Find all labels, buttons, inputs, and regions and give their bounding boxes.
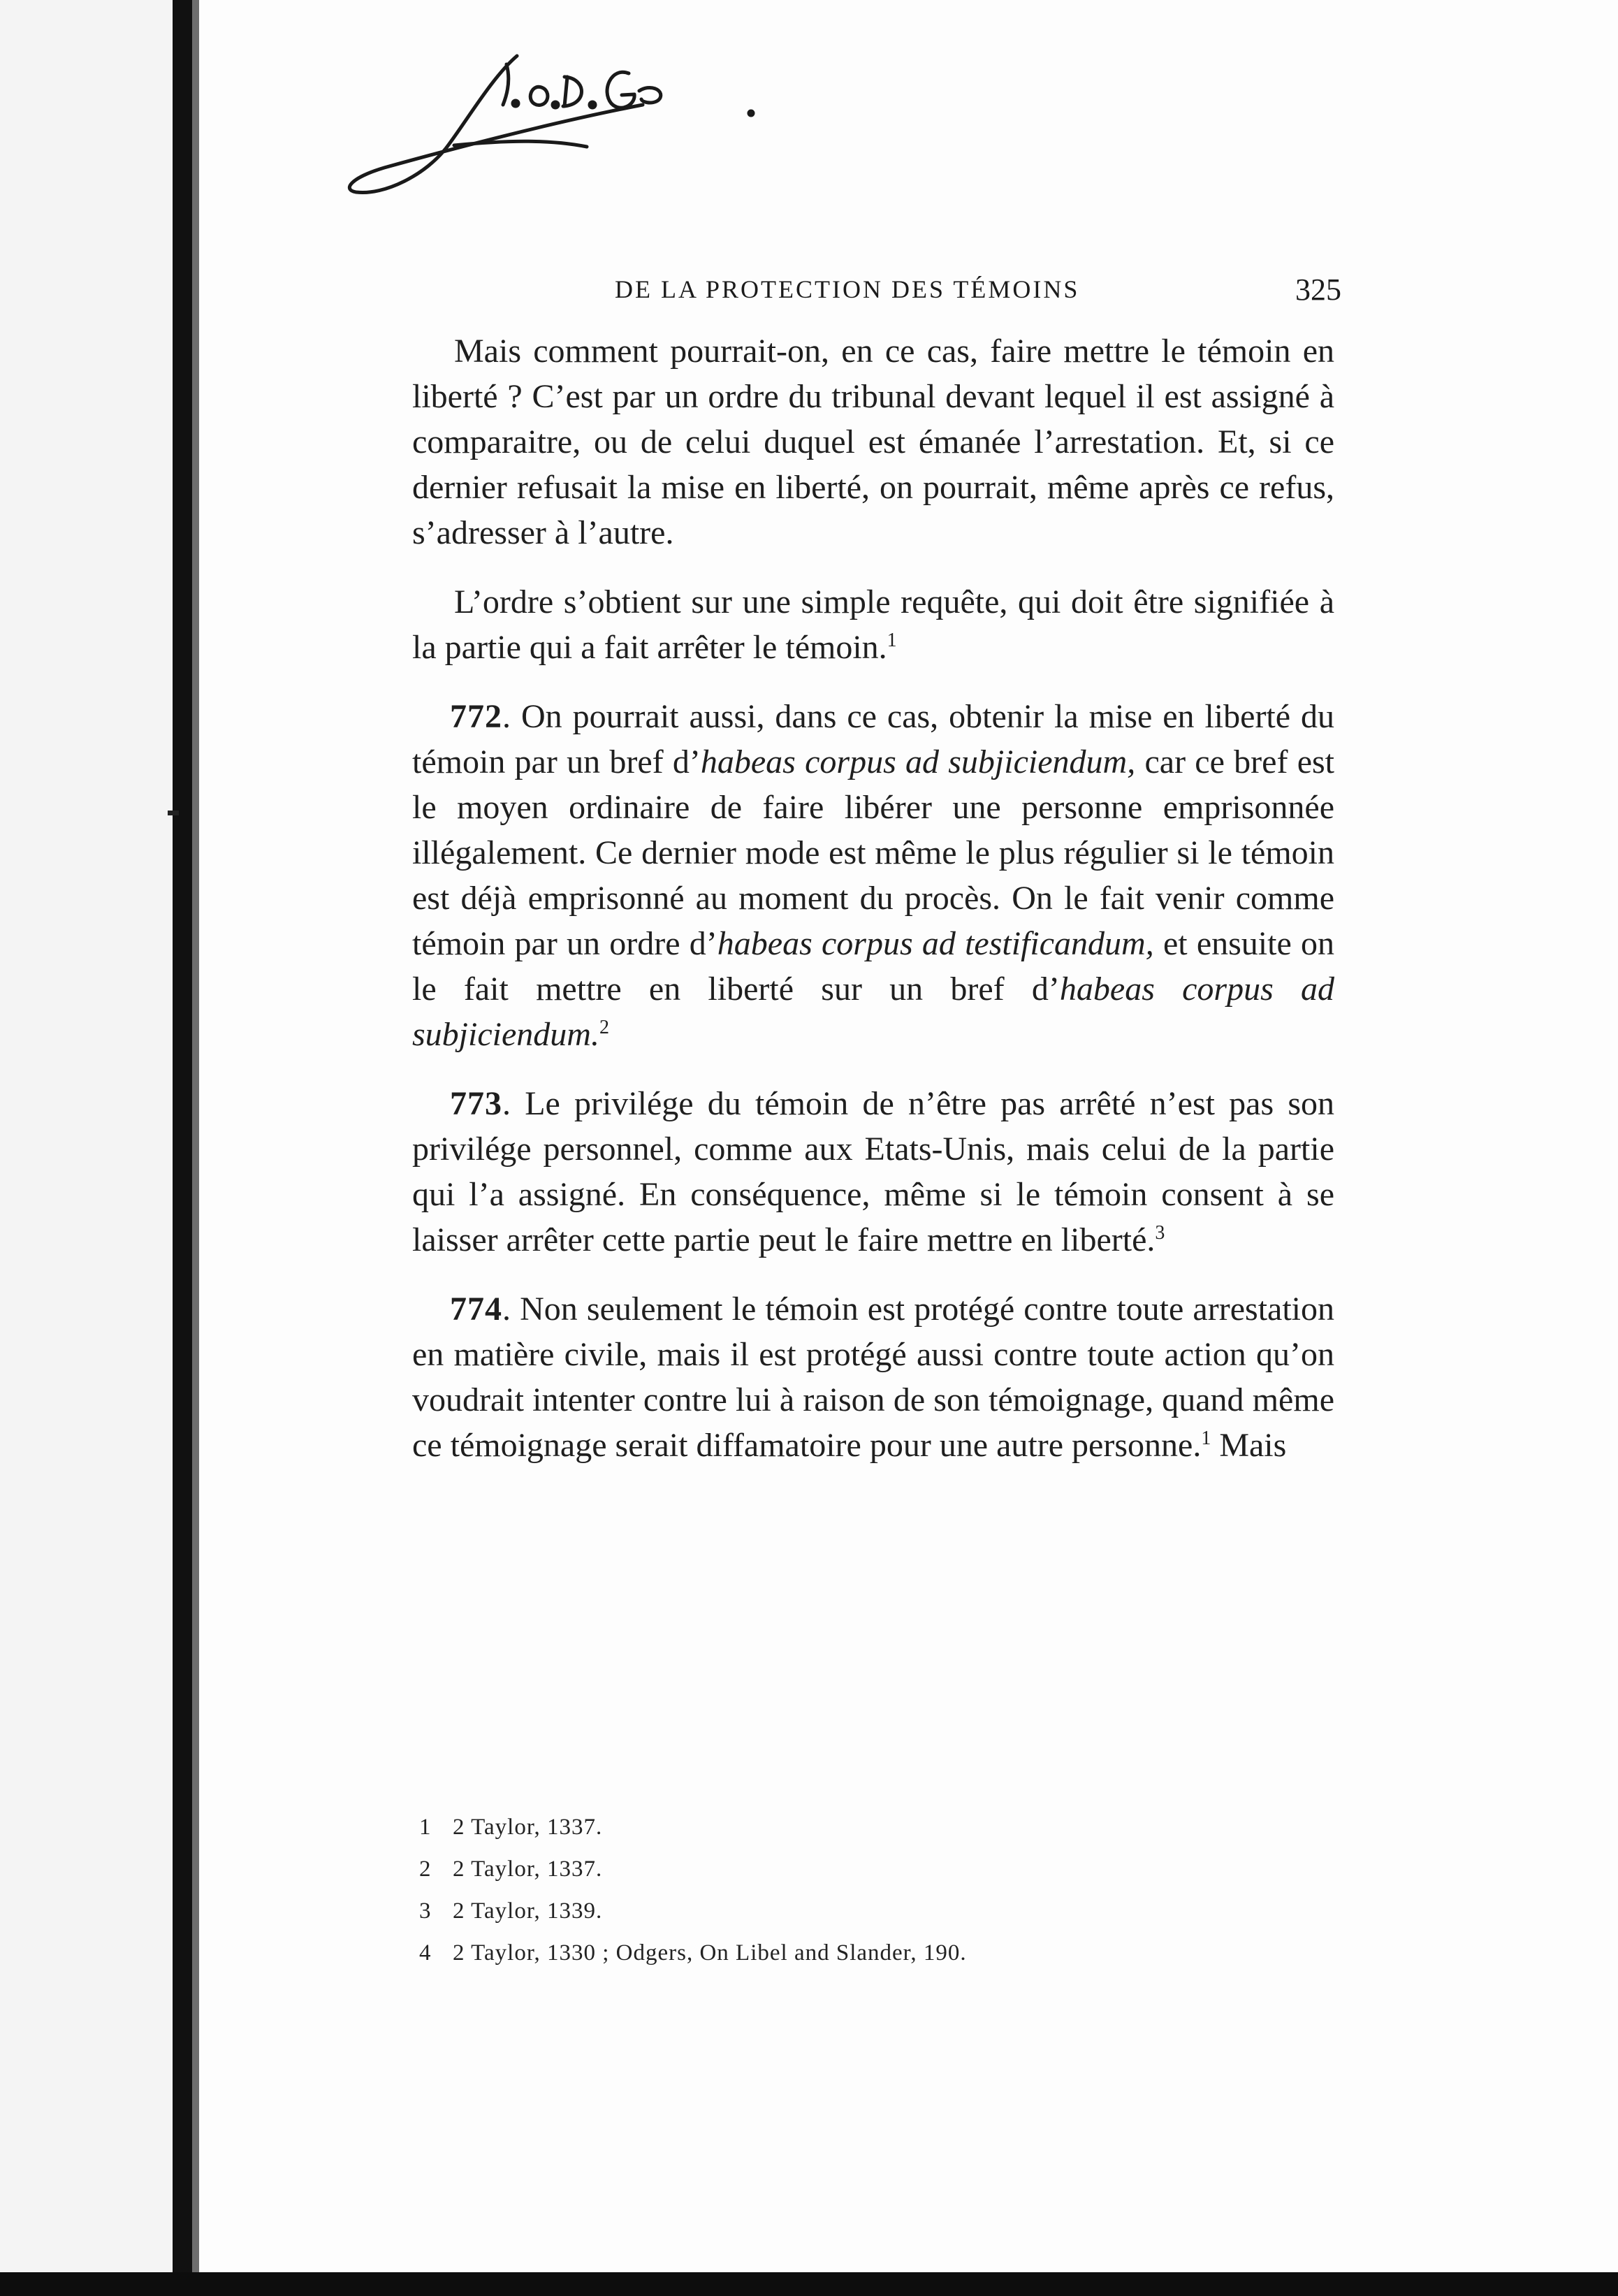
paragraph-text: Mais bbox=[1211, 1427, 1287, 1464]
paragraph-772: 772. On pourrait aussi, dans ce cas, obtenir la mise en liberté du témoin par un bref d’habeas corpus ad subjiciendum, car ce bref est le moyen ordinaire de faire libérer une personne emprisonnée illégalement. Ce dernier mode est même le plus régulier si le témoin est déjà emprisonné au moment du procès. On le fait venir comme témoin par un ordre d’habeas corpus ad testificandum, et ensuite on le fait mettre en liberté sur un bref d’habeas corpus ad subjiciendum.$^2$ bbox=[412, 698, 1335, 1053]
footnote-ref: 1 bbox=[887, 630, 897, 651]
scan-left-margin bbox=[0, 0, 171, 2296]
footnote bbox=[419, 1890, 1327, 1932]
footnote-text: 2 Taylor, 1330 ; Odgers, On Libel and Slander, 190. bbox=[453, 1940, 967, 1966]
paragraph-number: 773 bbox=[450, 1085, 502, 1122]
scan-binding-shadow bbox=[192, 0, 199, 2296]
paragraph-text: L’ordre s’obtient sur une simple requête, qui doit être signifiée à la partie qui a fait arrêter le témoin. bbox=[412, 583, 1334, 666]
paragraph-text: Le privilége du témoin de n’être pas arrêté n’est pas son privilége personnel, comme aux Etats-Unis, mais celui de la partie qui l’a assigné. En conséquence, même si le témoin consent à se laisser arrêter cette partie peut le faire mettre en liberté. bbox=[412, 1085, 1334, 1258]
running-head-title: DE LA PROTECTION DES TÉMOINS bbox=[615, 275, 1080, 303]
scan-bottom-edge bbox=[0, 2272, 1618, 2296]
paragraph-number: 774 bbox=[450, 1291, 502, 1328]
footnote-text: 2 Taylor, 1337. bbox=[453, 1856, 603, 1882]
scan-binding-edge bbox=[173, 0, 192, 2296]
footnote-text: 2 Taylor, 1337. bbox=[453, 1814, 603, 1840]
paragraph bbox=[412, 328, 1334, 555]
latin-term: habeas corpus ad subjiciendum, bbox=[700, 743, 1136, 780]
footnote-text: 2 Taylor, 1339. bbox=[453, 1898, 603, 1924]
footnote bbox=[419, 1932, 1327, 1974]
page-number: 325 bbox=[1295, 272, 1341, 307]
footnote-ref: 1 bbox=[1201, 1427, 1211, 1449]
footnote-ref: 3 bbox=[1155, 1222, 1165, 1244]
footnote-number: 4 bbox=[419, 1940, 432, 1966]
paragraph-text: car ce bref est le moyen ordinaire de faire libérer une personne emprisonnée illégalement. Ce dernier mode est même le plus régulier si le témoin est déjà emprisonné au moment du procès. On le fait venir comme témoin par un ordre d’ bbox=[412, 743, 1335, 962]
footnote-number: 1 bbox=[419, 1814, 432, 1840]
footnote-ref: 2 bbox=[599, 1017, 609, 1038]
paragraph-text: Mais comment pourrait-on, en ce cas, faire mettre le témoin en liberté ? C’est par un ordre du tribunal devant lequel il est assigné à comparaitre, ou de celui duquel est émanée l’arrestation. Et, si ce dernier refusait la mise en liberté, on pourrait, même après ce refus, s’adresser à l’autre. bbox=[412, 333, 1334, 551]
paragraph-774: 774. Non seulement le témoin est protégé contre toute arrestation en matière civile, mais il est protégé aussi contre toute action qu’on voudrait intenter contre lui à raison de son témoignage, quand même ce témoignage serait diffamatoire pour une autre personne.$^1$ Mais bbox=[412, 1291, 1335, 1464]
paragraph bbox=[412, 579, 1334, 670]
footnote-number: 2 bbox=[419, 1856, 432, 1882]
footnote-number: 3 bbox=[419, 1898, 432, 1924]
gutter-mark bbox=[168, 811, 179, 815]
paragraph-number: 772 bbox=[450, 698, 502, 735]
paragraph-773: 773. Le privilége du témoin de n’être pas arrêté n’est pas son privilége personnel, comme aux Etats-Unis, mais celui de la partie qui l’a assigné. En conséquence, même si le témoin consent à se laisser arrêter cette partie peut le faire mettre en liberté.$^3$ bbox=[412, 1085, 1334, 1258]
footnote bbox=[419, 1806, 1327, 1848]
paragraph-text: et ensuite on le fait mettre en liberté sur un bref d’ bbox=[412, 925, 1335, 1008]
body-text bbox=[412, 328, 1334, 1468]
paragraph-text: On pourrait aussi, dans ce cas, obtenir la mise en liberté du témoin par un bref d’ bbox=[412, 698, 1335, 780]
paragraph-text: Non seulement le témoin est protégé contre toute arrestation en matière civile, mais il est protégé aussi contre toute action qu’on voudrait intenter contre lui à raison de son témoignage, quand même ce témoignage serait diffamatoire pour une autre personne. bbox=[412, 1291, 1335, 1464]
footnotes bbox=[419, 1806, 1327, 1974]
running-head bbox=[615, 264, 1341, 314]
latin-term: habeas corpus ad subjiciendum. bbox=[412, 971, 1335, 1053]
latin-term: habeas corpus ad testificandum, bbox=[717, 925, 1154, 962]
handwritten-signature bbox=[342, 35, 761, 217]
footnote bbox=[419, 1848, 1327, 1890]
